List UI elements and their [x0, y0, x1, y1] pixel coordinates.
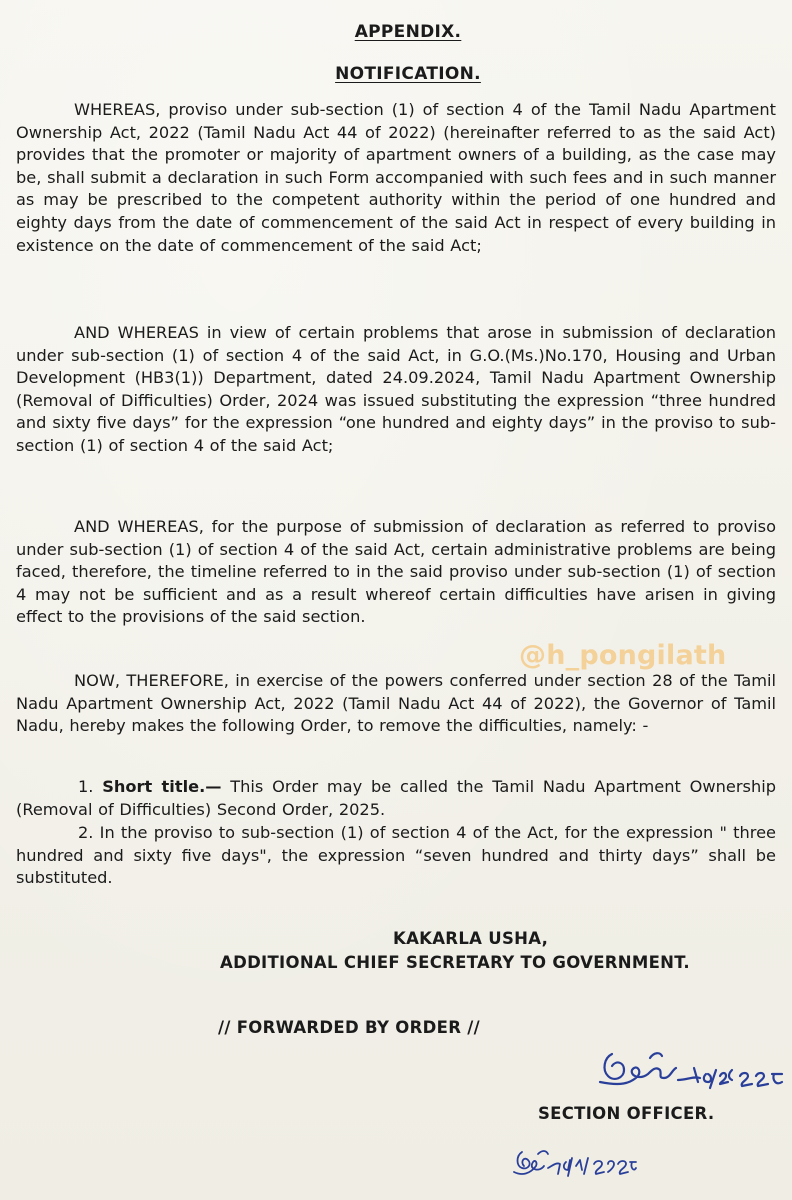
section-officer-label: SECTION OFFICER.	[538, 1104, 715, 1123]
handwritten-initials-date	[508, 1136, 638, 1186]
forwarded-by-order: // FORWARDED BY ORDER //	[218, 1018, 480, 1037]
handwritten-signature-officer	[590, 1036, 790, 1096]
signatory-designation: ADDITIONAL CHIEF SECRETARY TO GOVERNMENT.	[220, 953, 690, 972]
whereas-paragraph-3: AND WHEREAS, for the purpose of submission of declaration as referred to proviso under sub-section (1) of section 4 of the said Act, certain administrative problems are being faced, therefore, the timeline referred to in the said proviso under sub-section (1) of section 4 may not be sufficient and as a result whereof certain difficulties have arisen in giving effect to the provisions of the said section.	[16, 517, 776, 627]
order-item-1	[16, 776, 776, 821]
watermark-handle: @h_pongilath	[519, 640, 727, 671]
now-therefore-paragraph: NOW, THEREFORE, in exercise of the powers conferred under section 28 of the Tamil Nadu Apartment Ownership Act, 2022 (Tamil Nadu Act 44 of 2022), the Governor of Tamil Nadu, hereby makes the following Order, to remove the difficulties, namely: -	[16, 671, 776, 736]
whereas-paragraph-1: WHEREAS, proviso under sub-section (1) of section 4 of the Tamil Nadu Apartment Ownership Act, 2022 (Tamil Nadu Act 44 of 2022) (hereinafter referred to as the said Act) provides that the promoter or majority of apartment owners of a building, as the case may be, shall submit a declaration in such Form accompanied with such fees and in such manner as may be prescribed to the competent authority within the period of one hundred and eighty days from the date of commencement of the said Act in respect of every building in existence on the date of commencement of the said Act;	[16, 100, 776, 255]
order-item-number: 1.	[78, 777, 94, 796]
order-item-text: In the proviso to sub-section (1) of section 4 of the Act, for the expression " three hundred and sixty five days", the expression “seven hundred and thirty days” shall be substituted.	[16, 823, 776, 888]
notification-heading: NOTIFICATION.	[335, 64, 481, 84]
order-item-title: Short title.—	[102, 777, 222, 796]
order-item-2	[16, 822, 776, 890]
order-item-text: This Order may be called the Tamil Nadu Apartment Ownership (Removal of Difficulties) Second Order, 2025.	[16, 777, 776, 819]
signatory-name: KAKARLA USHA,	[393, 929, 549, 948]
order-item-number: 2.	[78, 823, 94, 842]
whereas-paragraph-2: AND WHEREAS in view of certain problems that arose in submission of declaration under sub-section (1) of section 4 of the said Act, in G.O.(Ms.)No.170, Housing and Urban Development (HB3(1)) Department, dated 24.09.2024, Tamil Nadu Apartment Ownership (Removal of Difficulties) Order, 2024 was issued substituting the expression “three hundred and sixty five days” for the expression “one hundred and eighty days” in the proviso to sub-section (1) of section 4 of the said Act;	[16, 323, 776, 455]
appendix-heading: APPENDIX.	[354, 22, 462, 42]
